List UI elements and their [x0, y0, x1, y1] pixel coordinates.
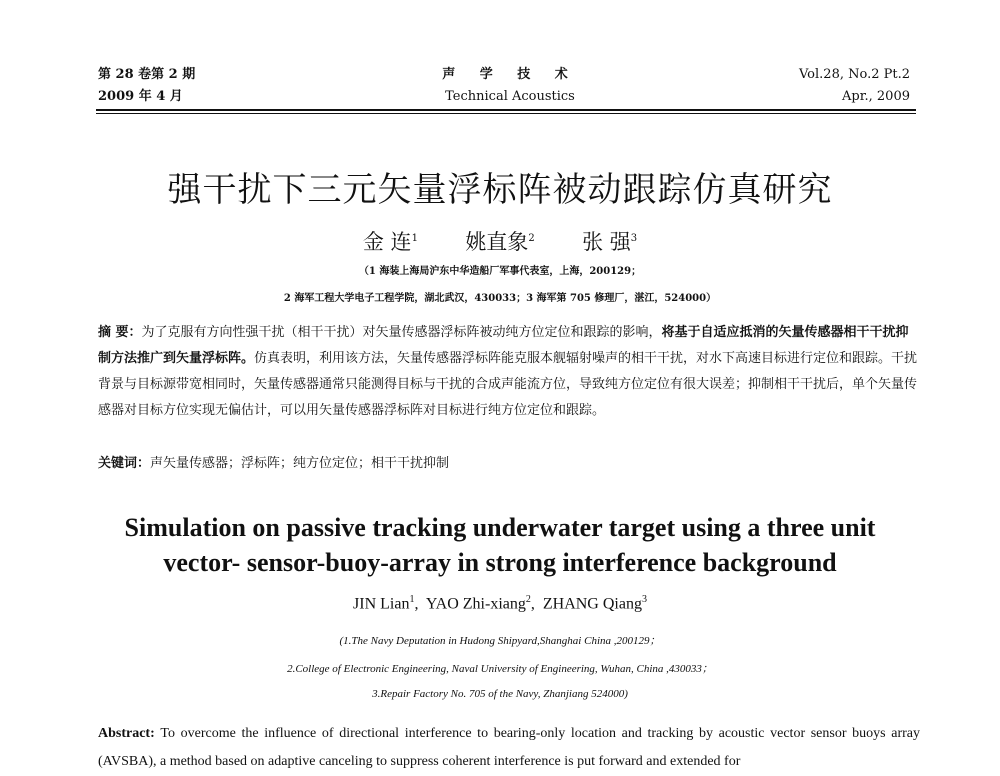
journal-volume-info	[98, 64, 195, 108]
author-affiliation-mark: 2	[528, 233, 535, 244]
paper-title-en-line2: vector- sensor-buoy-array in strong interference background	[163, 548, 837, 577]
issue-date: 2009 年 4 月	[98, 89, 183, 104]
abstract-en-text: To overcome the influence of directional interference to bearing-only location and tracking by acoustic vector sensor buoys array (AVSBA), a method based on adaptive canceling to suppress coherent interference is put forward and extended for	[98, 726, 920, 769]
author-en: JIN Lian	[353, 595, 410, 613]
author-affiliation-mark: 2	[525, 594, 531, 605]
abstract-en	[98, 720, 920, 776]
journal-name	[400, 64, 620, 108]
volume-issue: 第 28 卷第 2 期	[98, 67, 196, 82]
author-affiliation-mark: 1	[409, 594, 415, 605]
author-list-en: JIN Lian$^1$, YAO Zhi-xiang$^2$, ZHANG Qiang$^3$	[353, 594, 647, 613]
abstract-cn	[98, 320, 920, 424]
abstract-cn-text2: 仿真表明，利用该方法，矢量传感器浮标阵能克服本舰辐射噪声的相干干扰，对水下高速目标进行定位和跟踪。干扰背景与目标源带宽相同时，矢量传感器通常只能测得目标与干扰的合成声能流方位，导致纯方位定位有很大误差；抑制相干干扰后，单个矢量传感器对目标方位实现无偏估计，可以用矢量传感器浮标阵对目标进行纯方位定位和跟踪。	[98, 351, 918, 418]
paper-title-en-line1: Simulation on passive tracking underwater target using a three unit	[124, 513, 876, 542]
paper-title-en	[0, 510, 1000, 580]
header-rule-thick	[96, 109, 916, 111]
author-affiliation-mark: 3	[630, 233, 638, 244]
author-cn: 金 连	[362, 230, 412, 254]
affiliation-en-line3: 3.Repair Factory No. 705 of the Navy, Zhanjiang 524000)	[372, 688, 628, 700]
volume-issue-en: Vol.28, No.2 Pt.2	[798, 67, 910, 82]
abstract-cn-emphasis: 将基于自适应抵消的矢量传感器相干干扰抑制方法推广到矢量浮标阵。	[98, 325, 909, 366]
keywords-cn	[98, 453, 920, 475]
journal-name-en: Technical Acoustics	[445, 89, 575, 104]
keywords-cn-text: 声矢量传感器；浮标阵；纯方位定位；相干干扰抑制	[150, 456, 450, 471]
author-list-cn	[0, 226, 1000, 256]
affiliation-en-line1: (1.The Navy Deputation in Hudong Shipyard,Shanghai China ,200129；	[339, 635, 661, 647]
author-en: ZHANG Qiang	[542, 595, 642, 613]
issue-date-en: Apr., 2009	[842, 89, 910, 104]
keywords-label-cn: 关键词：	[98, 456, 151, 471]
author-cn: 张 强	[582, 230, 631, 254]
journal-name-cn: 声 学 技 术	[442, 67, 578, 82]
affiliation-en-line2: 2.College of Electronic Engineering, Naval University of Engineering, Wuhan, China ,430033；	[287, 663, 713, 675]
abstract-cn-text1: 为了克服有方向性强干扰（相干干扰）对矢量传感器浮标阵被动纯方位定位和跟踪的影响，	[141, 325, 662, 340]
abstract-label-cn: 摘 要：	[98, 325, 142, 340]
paper-title-cn: 强干扰下三元矢量浮标阵被动跟踪仿真研究	[167, 170, 833, 210]
affiliation-cn-line1: （1 海装上海局沪东中华造船厂军事代表室，上海，200129；	[358, 266, 642, 277]
author-affiliation-mark: 1	[411, 233, 418, 244]
author-cn: 姚直象	[465, 230, 529, 254]
affiliation-cn-line2: 2 海军工程大学电子工程学院，湖北武汉，430033；3 海军第 705 修理厂，湛江，524000）	[283, 293, 717, 304]
abstract-label-en: Abstract:	[98, 726, 155, 741]
journal-volume-info-en	[799, 64, 910, 108]
header-rule-thin	[96, 113, 916, 114]
author-en: YAO Zhi-xiang	[425, 595, 526, 613]
author-affiliation-mark: 3	[641, 594, 647, 605]
